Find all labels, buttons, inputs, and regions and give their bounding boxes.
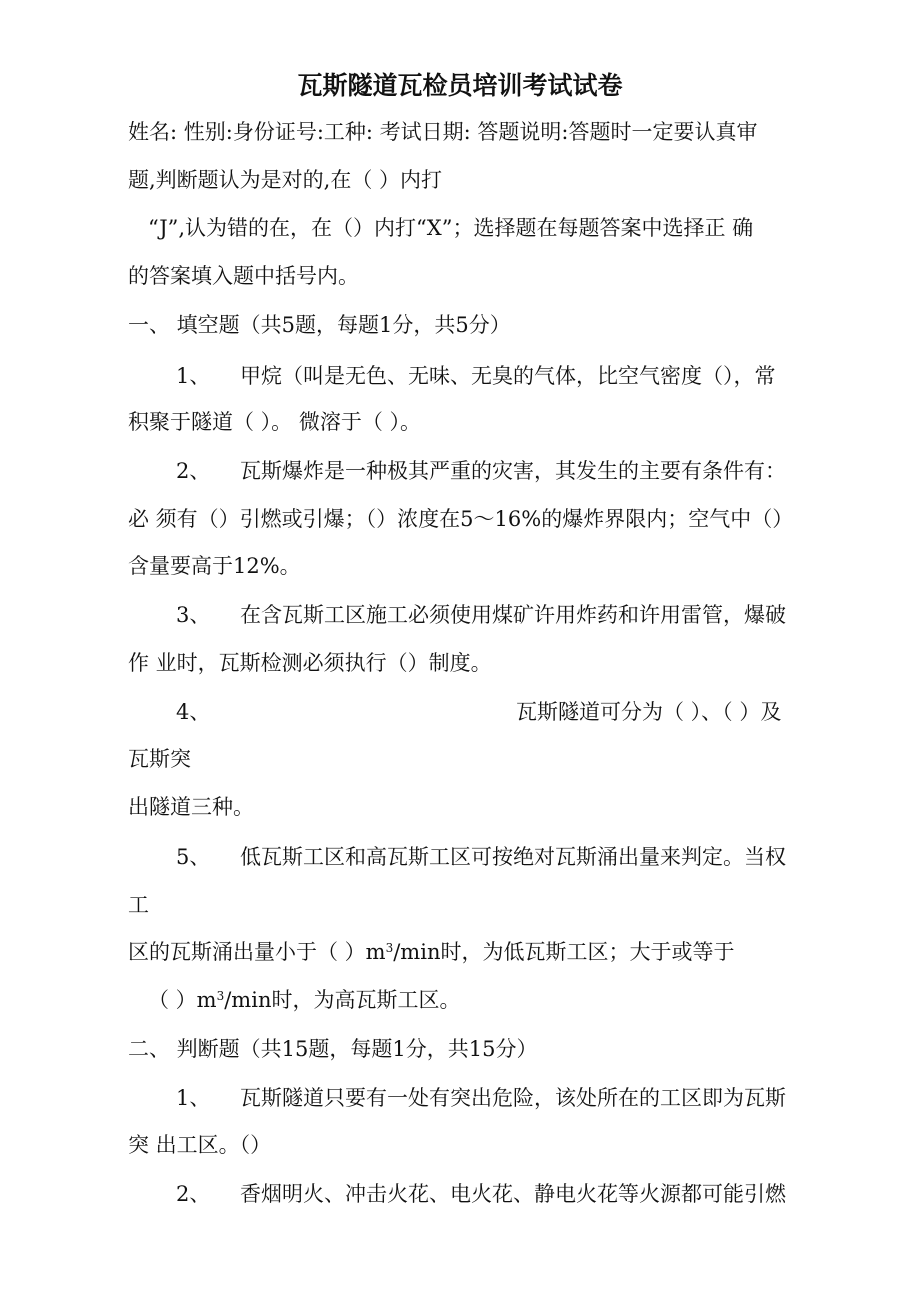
question-text: 突 出工区。（）	[128, 1133, 272, 1157]
instructions-line: 题,判断题认为是对的,在（ ）内打	[128, 168, 443, 192]
question-text: 出隧道三种。	[128, 795, 254, 819]
question-text: 瓦斯隧道可分为（ ）、（ ）及	[516, 700, 782, 724]
question-number: 2、	[176, 459, 211, 483]
question-number: 2、	[176, 1182, 211, 1206]
instructions-line: “J”,认为错的在，在（）内打“X”；选择题在每题答案中选择正 确	[148, 216, 754, 240]
question-number: 1、	[176, 364, 211, 388]
question-text: 甲烷（叫是无色、无味、无臭的气体，比空气密度（），常	[240, 364, 776, 388]
instructions-line: 的答案填入题中括号内。	[128, 264, 359, 288]
question-number: 4、	[176, 700, 211, 724]
question-text: 瓦斯隧道只要有一处有突出危险，该处所在的工区即为瓦斯	[240, 1086, 786, 1110]
question-text: 瓦斯突	[128, 747, 191, 771]
question-text: 瓦斯爆炸是一种极其严重的灾害，其发生的主要有条件有：	[240, 459, 786, 483]
question-text: （ ）$m^3/\min$时，为高瓦斯工区。	[148, 988, 461, 1012]
question-number: 3、	[176, 603, 211, 627]
question-number: 1、	[176, 1086, 211, 1110]
question-text: 积聚于隧道（ ）。 微溶于（ ）。	[128, 410, 422, 434]
question-text: 作 业时，瓦斯检测必须执行（）制度。	[128, 651, 492, 675]
superscript-three: 3	[385, 941, 394, 955]
question-text: 在含瓦斯工区施工必须使用煤矿许用炸药和许用雷管，爆破	[240, 603, 786, 627]
page-title: 瓦斯隧道瓦检员培训考试试卷	[297, 71, 623, 100]
question-number: 5、	[176, 845, 211, 869]
question-text: 香烟明火、冲击火花、电火花、静电火花等火源都可能引燃	[240, 1182, 786, 1206]
superscript-three: 3	[216, 989, 225, 1003]
instructions-line: 姓名: 性别:身份证号:工种: 考试日期: 答题说明:答题时一定要认真审	[128, 120, 758, 144]
question-text: 低瓦斯工区和高瓦斯工区可按绝对瓦斯涌出量来判定。当权	[240, 845, 786, 869]
section-heading-true-false: 二、 判断题（共15题，每题1分，共15分）	[128, 1037, 538, 1061]
question-text: 工	[128, 893, 149, 917]
question-text: 含量要高于12%。	[128, 554, 301, 578]
section-heading-fill-blank: 一、 填空题（共5题，每题1分，共5分）	[128, 313, 511, 337]
question-text: 必 须有（）引燃或引爆；（）浓度在5〜16%的爆炸界限内；空气中（）	[128, 507, 794, 531]
question-text: 区的瓦斯涌出量小于（ ）$m^3/\min$时，为低瓦斯工区；大于或等于	[128, 940, 735, 964]
